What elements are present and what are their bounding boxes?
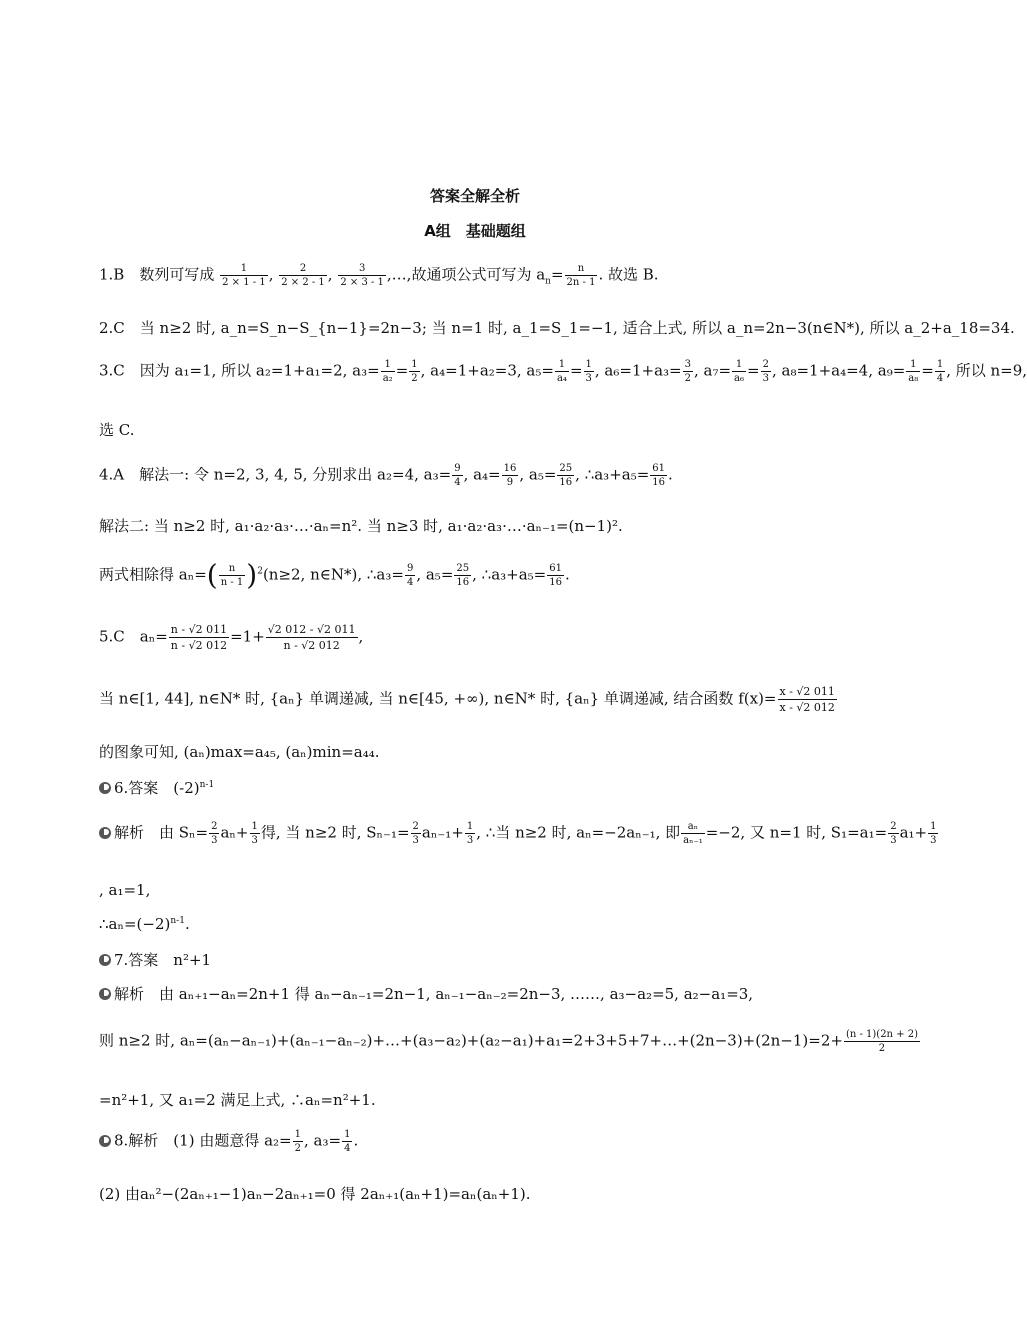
- answer-4-method-1: 4.A 解法一: 令 n=2, 3, 4, 5, 分别求出 a₂=4, a₃= $\frac{9}{4}$ , a₄= $\frac{16}{9}$ , a₅= $\frac{25}{16}$ , ∴a₃+a₅= $\frac{61}{16}$ .: [99, 463, 673, 488]
- analysis-6-line-3: $\therefore a_n=(-2)^{n-1}$.: [99, 915, 190, 933]
- answer-6: 6.答案 $(-2)^{n-1}$: [99, 778, 214, 798]
- answer-1: 1.B 数列可写成 $\frac{1}{2 \times 1 - 1}$ , $\frac{2}{2 \times 2 - 1}$ , $\frac{3}{2 \times 3 - 1}$ ,…,故通项公式可写为 $a_n=$ $\frac{n}{2n - 1}$ . 故选 B.: [99, 263, 659, 288]
- fraction: $\frac{2}{2 \times 2 - 1}$: [281, 263, 325, 288]
- analysis-6: 解析 由 Sₙ= $\frac{2}{3}$ aₙ+ $\frac{1}{3}$ 得, 当 n≥2 时, Sₙ₋₁= $\frac{2}{3}$ aₙ₋₁+ $\frac{1}{3}$ , ∴当 n≥2 时, aₙ=−2aₙ₋₁, 即 $\frac{\text{aₙ}}{\text{aₙ₋₁}}$ =−2, 又 n=1 时, S₁=a₁= $\frac{2}{3}$ a₁+ $\frac{1}{3}$: [99, 820, 939, 847]
- answer-4-division: 两式相除得 aₙ=( $\frac{n}{n - 1}$ )$^2$(n≥2, n∈N*), ∴a₃= $\frac{9}{4}$ , a₅= $\frac{25}{16}$ , ∴a₃+a₅= $\frac{61}{16}$ .: [99, 558, 570, 592]
- answer-7: 7.答案 n²+1: [99, 950, 211, 970]
- page-title: 答案全解全析: [429, 187, 520, 205]
- marker-icon: [99, 988, 111, 1000]
- answer-3-cont: 选 C.: [99, 421, 135, 439]
- analysis-7-line-3: =n²+1, 又 a₁=2 满足上式, ∴aₙ=n²+1.: [99, 1091, 376, 1109]
- answer-2: 2.C 当 n≥2 时, a_n=S_n−S_{n−1}=2n−3; 当 n=1 时, a_1=S_1=−1, 适合上式, 所以 a_n=2n−3(n∈N*), 所以 a_2+a_18=34.: [99, 319, 1015, 337]
- analysis-6-line-2: , a₁=1,: [99, 881, 151, 899]
- section-heading: A组 基础题组: [424, 222, 526, 240]
- analysis-7: 解析 由 aₙ₊₁−aₙ=2n+1 得 aₙ−aₙ₋₁=2n−1, aₙ₋₁−aₙ₋₂=2n−3, ……, a₃−a₂=5, a₂−a₁=3,: [99, 984, 753, 1004]
- analysis-8-line-2: (2) 由aₙ²−(2aₙ₊₁−1)aₙ−2aₙ₊₁=0 得 2aₙ₊₁(aₙ+1)=aₙ(aₙ+1).: [99, 1185, 531, 1203]
- analysis-8: 8.解析 (1) 由题意得 a₂= $\frac{1}{2}$ , a₃= $\frac{1}{4}$ .: [99, 1128, 358, 1155]
- fraction: $\frac{n}{2n - 1}$: [566, 263, 596, 288]
- marker-icon: [99, 954, 111, 966]
- answer-5-line-2: 当 n∈[1, 44], n∈N* 时, {aₙ} 单调递减, 当 n∈[45, +∞), n∈N* 时, {aₙ} 单调递减, 结合函数 f(x)= $\frac{x - √2 011}{x - √2 012}$: [99, 685, 835, 714]
- marker-icon: [99, 1135, 111, 1147]
- marker-icon: [99, 782, 111, 794]
- answer-4-method-2: 解法二: 当 n≥2 时, a₁·a₂·a₃·…·aₙ=n². 当 n≥3 时, a₁·a₂·a₃·…·aₙ₋₁=(n−1)².: [99, 517, 623, 535]
- analysis-7-line-2: 则 n≥2 时, aₙ=(aₙ−aₙ₋₁)+(aₙ₋₁−aₙ₋₂)+…+(a₃−a₂)+(a₂−a₁)+a₁=2+3+5+7+…+(2n−3)+(2n−1)=2+ $\frac{(n - 1)(2n + 2)}{2}$: [99, 1029, 918, 1054]
- answer-5-line-3: 的图象可知, (aₙ)max=a₄₅, (aₙ)min=a₄₄.: [99, 743, 380, 761]
- fraction: $\frac{1}{2 \times 1 - 1}$: [222, 263, 266, 288]
- fraction: $\frac{3}{2 \times 3 - 1}$: [340, 263, 384, 288]
- marker-icon: [99, 827, 111, 839]
- answer-5: 5.C aₙ= $\frac{n - √2 011}{n - √2 012}$ =1+ $\frac{√2 012 - √2 011}{n - √2 012}$ ,: [99, 623, 364, 652]
- answer-3: 3.C 因为 a₁=1, 所以 a₂=1+a₁=2, a₃= $\frac{1}{\text{a₂}}$ = $\frac{1}{2}$ , a₄=1+a₂=3, a₅= $\frac{1}{\text{a₄}}$ = $\frac{1}{3}$ , a₆=1+a₃= $\frac{3}{2}$ , a₇= $\frac{1}{\text{a₆}}$ = $\frac{2}{3}$ , a₈=1+a₄=4, a₉= $\frac{1}{\text{a₈}}$ = $\frac{1}{4}$ , 所以 n=9,: [99, 359, 1027, 384]
